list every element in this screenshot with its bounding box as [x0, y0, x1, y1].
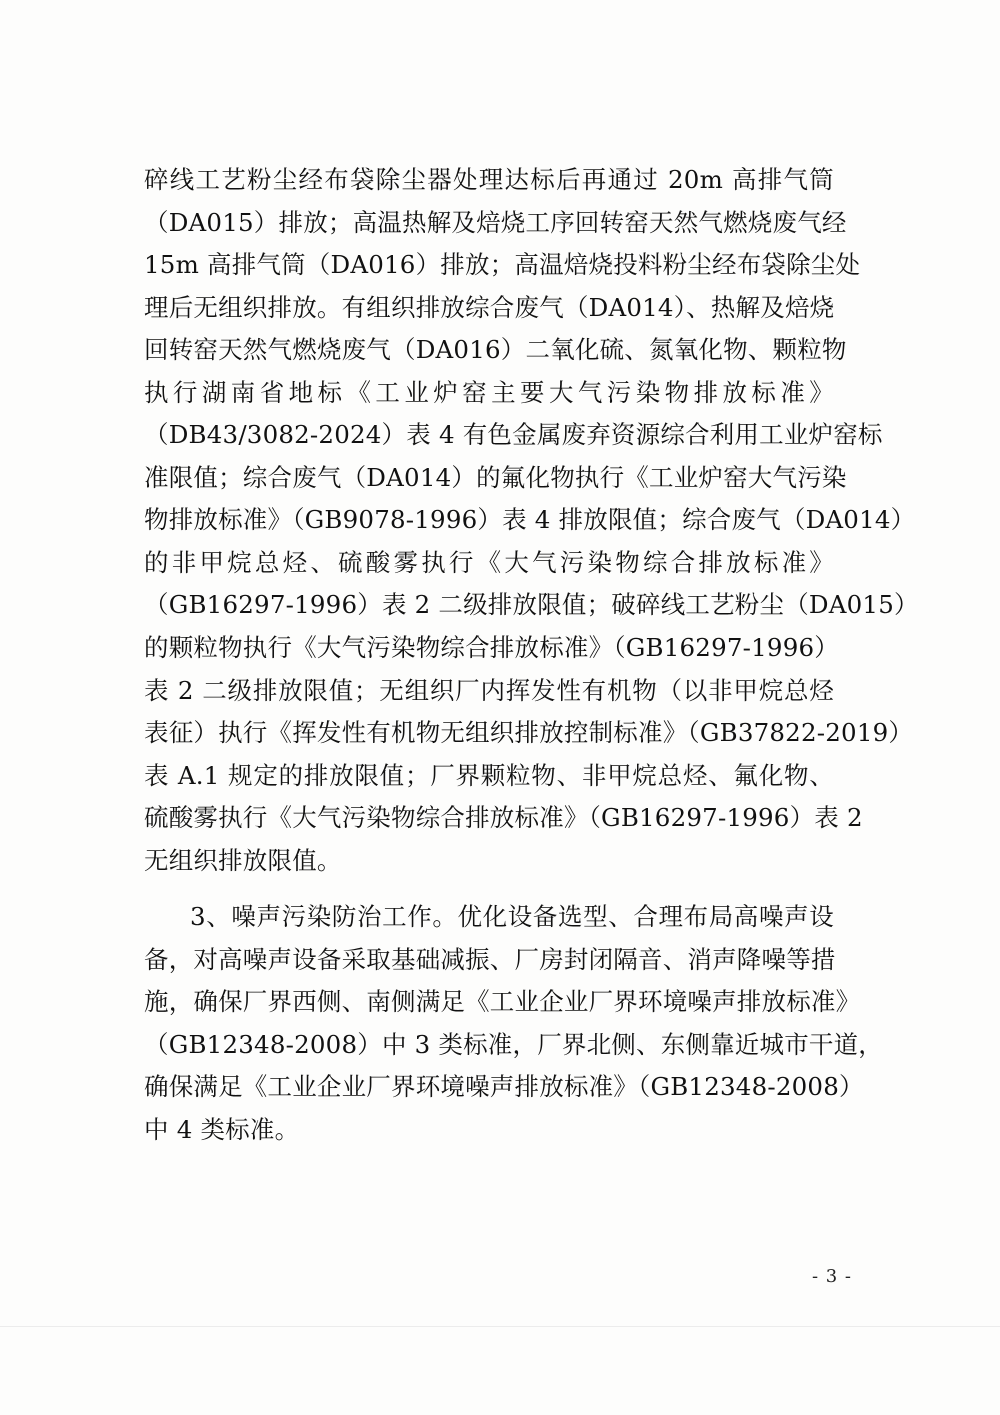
paragraph-noise-control	[144, 896, 884, 1151]
text-line: 无组织排放限值。	[144, 845, 342, 875]
text-line: 表 A.1 规定的排放限值；厂界颗粒物、非甲烷总烃、氟化物、	[144, 760, 834, 790]
text-line: （GB12348-2008）中 3 类标准，厂界北侧、东侧靠近城市干道，	[144, 1029, 884, 1059]
text-line: 执行湖南省地标《工业炉窑主要大气污染物排放标准》	[144, 377, 834, 407]
page-bottom-rule	[0, 1326, 1000, 1327]
text-line: 准限值；综合废气（DA014）的氟化物执行《工业炉窑大气污染	[144, 462, 847, 492]
document-body	[144, 159, 919, 1152]
text-line: （GB16297-1996）表 2 二级排放限值；破碎线工艺粉尘（DA015）	[144, 590, 919, 620]
text-line: 施，确保厂界西侧、南侧满足《工业企业厂界环境噪声排放标准》	[144, 987, 861, 1017]
text-line: 的非甲烷总烃、硫酸雾执行《大气污染物综合排放标准》	[144, 547, 834, 577]
text-line: 碎线工艺粉尘经布袋除尘器处理达标后再通过 20m 高排气筒	[144, 165, 834, 194]
text-line: 硫酸雾执行《大气污染物综合排放标准》（GB16297-1996）表 2	[144, 803, 863, 833]
page-number: - 3 -	[811, 1266, 852, 1287]
text-line: 回转窑天然气燃烧废气（DA016）二氧化硫、氮氧化物、颗粒物	[144, 335, 847, 365]
text-line: 的颗粒物执行《大气污染物综合排放标准》（GB16297-1996）	[144, 633, 839, 663]
text-line: 表征）执行《挥发性有机物无组织排放控制标准》（GB37822-2019）	[144, 718, 914, 748]
text-line: （DA015）排放；高温热解及焙烧工序回转窑天然气燃烧废气经	[144, 207, 847, 237]
paragraph-air-emissions	[144, 159, 919, 882]
text-line: 3、噪声污染防治工作。优化设备选型、合理布局高噪声设	[190, 902, 834, 932]
text-line: 表 2 二级排放限值；无组织厂内挥发性有机物（以非甲烷总烃	[144, 675, 834, 705]
text-line: 物排放标准》（GB9078-1996）表 4 排放限值；综合废气（DA014）	[144, 505, 916, 535]
text-line: 确保满足《工业企业厂界环境噪声排放标准》（GB12348-2008）	[144, 1072, 864, 1102]
paragraph-gap	[144, 882, 834, 896]
text-line: 备，对高噪声设备采取基础减振、厂房封闭隔音、消声降噪等措	[144, 944, 836, 974]
text-line: 理后无组织排放。有组织排放综合废气（DA014）、热解及焙烧	[144, 292, 835, 322]
text-line: （DB43/3082-2024）表 4 有色金属废弃资源综合利用工业炉窑标	[144, 420, 883, 450]
text-line: 15m 高排气筒（DA016）排放；高温焙烧投料粉尘经布袋除尘处	[144, 250, 861, 280]
text-line: 中 4 类标准。	[144, 1115, 300, 1145]
